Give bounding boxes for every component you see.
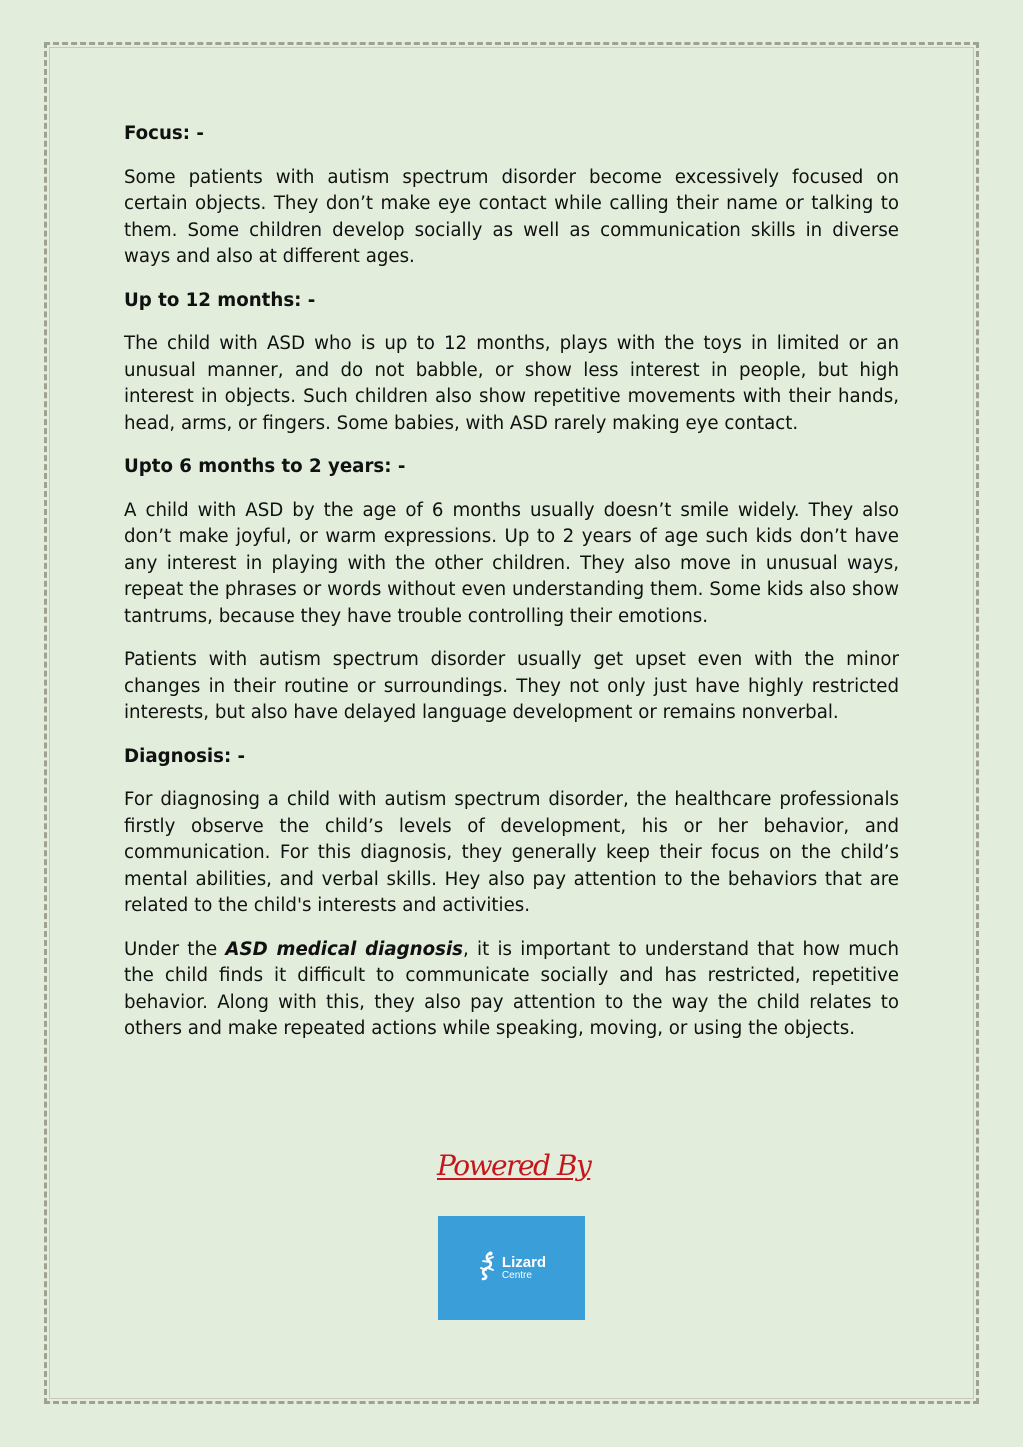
logo-text — [502, 1255, 546, 1281]
heading-6-months-to-2-years: Upto 6 months to 2 years: - — [124, 456, 406, 477]
paragraph-6-months-to-2-years: A child with ASD by the age of 6 months usually doesn’t smile widely. They also don’t make joyful, or warm expressions. Up to 2 years of age such kids don’t have any interest in playing with the other children. They also move in unusual ways, repeat the phrases or words without even understanding them. Some kids also show tantrums, because they have trouble controlling their emotions. — [124, 499, 899, 627]
logo-name: Lizard — [501, 1254, 547, 1271]
paragraph-diagnosis: For diagnosing a child with autism spectrum disorder, the healthcare professionals firstly observe the child’s levels of development, his or her behavior, and communication. For this diagnosis, they generally keep their focus on the child’s mental abilities, and verbal skills. Hey also pay attention to the behaviors that are related to the child's interests and activities. — [124, 789, 899, 916]
heading-diagnosis: Diagnosis: - — [124, 745, 246, 767]
logo-inner — [477, 1251, 546, 1285]
paragraph-rest: , it is important to understand that how much the child finds it difficult to communicate socially and has restricted, repetitive behavior. Along with this, they also pay attention to the way the child relates to others and make repeated actions while speaking, moving, or using the objects. — [124, 938, 899, 1039]
lizard-icon — [477, 1251, 499, 1285]
paragraph-routine-changes: Patients with autism spectrum disorder usually get upset even with the minor changes in their routine or surroundings. They not only just have highly restricted interests, but also have delayed language development or remains nonverbal. — [124, 649, 899, 723]
paragraph-prefix: Under the — [124, 938, 226, 960]
heading-focus: Focus: - — [124, 123, 204, 144]
paragraph-focus: Some patients with autism spectrum disorder become excessively focused on certain objects. They don’t make eye contact while calling their name or talking to them. Some children develop socially as well as communication skills in diverse ways and also at different ages. — [124, 166, 899, 267]
heading-up-to-12-months: Up to 12 months: - — [124, 289, 316, 311]
powered-by-label: Powered By — [437, 1149, 591, 1182]
logo-subtitle: Centre — [501, 1270, 532, 1281]
asd-medical-diagnosis-link[interactable]: ASD medical diagnosis — [225, 938, 464, 960]
paragraph-asd-medical-diagnosis — [124, 937, 899, 1043]
document-body — [124, 121, 899, 1060]
lizard-centre-logo[interactable] — [438, 1216, 585, 1320]
paragraph-up-to-12-months: The child with ASD who is up to 12 months, plays with the toys in limited or an unusual manner, and do not babble, or show less interest in people, but high interest in objects. Such children also show repetitive movements with their hands, head, arms, or fingers. Some babies, with ASD rarely making eye contact. — [124, 333, 899, 434]
